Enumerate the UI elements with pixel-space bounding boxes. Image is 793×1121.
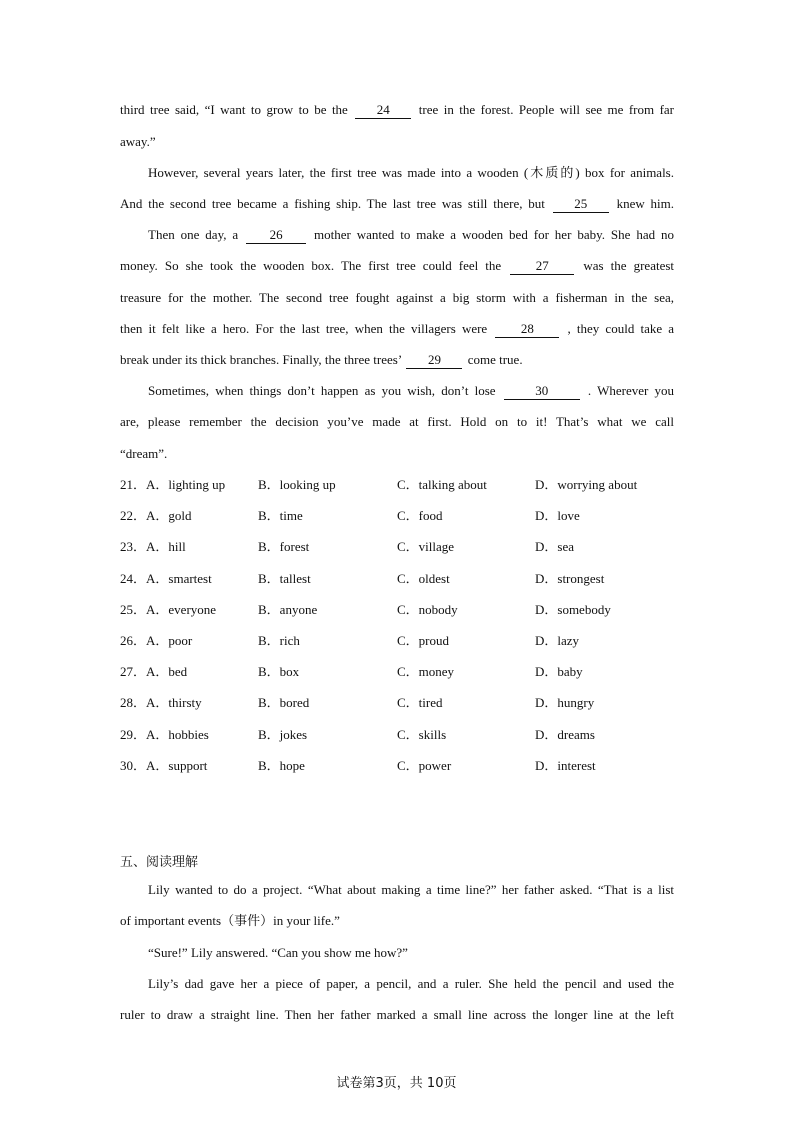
question-number: 24．: [120, 571, 147, 586]
option-a: A．poor: [146, 633, 193, 648]
option-b: B．forest: [258, 539, 310, 554]
question-number-and-option-a: [120, 600, 216, 620]
question-number-and-option-a: [120, 569, 212, 589]
question-row: [120, 600, 680, 620]
passage-line-12: “dream”.: [120, 446, 168, 461]
line-text: then it felt like a hero. For the last tree, when the villagers were: [120, 321, 488, 336]
option-d: D．hungry: [535, 695, 595, 710]
question-row: [120, 756, 680, 776]
line-text: , they could take a: [567, 321, 674, 336]
option-a: A．everyone: [146, 602, 217, 617]
option-b: B．box: [258, 664, 300, 679]
question-row: [120, 662, 680, 682]
option-a: A．hill: [146, 539, 186, 554]
option-d: D．interest: [535, 758, 596, 773]
question-number-and-option-a: [120, 693, 202, 713]
question-number: 26．: [120, 633, 147, 648]
question-row: [120, 631, 680, 651]
question-number: 29．: [120, 727, 147, 742]
option-a: A．lighting up: [146, 477, 226, 492]
question-number-and-option-a: [120, 725, 209, 745]
line-text: money. So she took the wooden box. The first tree could feel the: [120, 258, 502, 273]
option-b: B．tallest: [258, 571, 311, 586]
option-b: B．hope: [258, 758, 305, 773]
reading-line-1: Lily wanted to do a project. “What about making a time line?” her father asked. “That is a list: [148, 882, 674, 897]
option-a: A．support: [146, 758, 208, 773]
passage-line-9: [120, 350, 674, 370]
option-d: D．somebody: [535, 602, 611, 617]
question-number: 23．: [120, 539, 147, 554]
passage-line-2: away.”: [120, 134, 156, 149]
option-a: A．hobbies: [146, 727, 209, 742]
option-b: B．looking up: [258, 477, 336, 492]
option-d: D．strongest: [535, 571, 605, 586]
question-number-and-option-a: [120, 506, 192, 526]
option-b: B．jokes: [258, 727, 308, 742]
line-text: come true.: [467, 352, 523, 367]
question-row: [120, 537, 680, 557]
question-row: [120, 569, 680, 589]
line-text: knew him.: [616, 196, 674, 211]
option-b: B．anyone: [258, 602, 318, 617]
option-c: C．food: [397, 508, 443, 523]
line-text: . Wherever you: [587, 383, 674, 398]
line-text: And the second tree became a fishing ship. The last tree was still there, but: [120, 196, 545, 211]
passage-line-7: treasure for the mother. The second tree fought against a big storm with a fisherman in the sea,: [120, 290, 674, 305]
option-d: D．love: [535, 508, 580, 523]
passage-line-10: [148, 381, 674, 401]
question-number: 28．: [120, 695, 147, 710]
question-row: [120, 506, 680, 526]
line-text: third tree said, “I want to grow to be the: [120, 102, 348, 117]
line-text: break under its thick branches. Finally, the three trees’: [120, 352, 402, 367]
blank-30: 30: [504, 383, 580, 400]
option-b: B．rich: [258, 633, 300, 648]
line-text: tree in the forest. People will see me from far: [418, 102, 674, 117]
option-a: A．thirsty: [146, 695, 202, 710]
option-b: B．time: [258, 508, 303, 523]
section-title: 五、阅读理解: [120, 855, 199, 870]
option-a: A．bed: [146, 664, 188, 679]
question-row: [120, 725, 680, 745]
option-c: C．proud: [397, 633, 450, 648]
option-c: C．money: [397, 664, 455, 679]
reading-line-5: ruler to draw a straight line. Then her father marked a small line across the longer line at the left: [120, 1007, 674, 1022]
line-text: Then one day, a: [148, 227, 239, 242]
reading-line-2: of important events（事件）in your life.”: [120, 913, 340, 928]
passage-line-6: [120, 256, 674, 276]
option-c: C．tired: [397, 695, 443, 710]
passage-line-4: [120, 194, 674, 214]
passage-line-5: [148, 225, 674, 245]
page-footer: 试卷第3页，共 10页: [336, 1076, 457, 1091]
option-c: C．talking about: [397, 477, 487, 492]
option-d: D．worrying about: [535, 477, 638, 492]
option-c: C．power: [397, 758, 452, 773]
question-number: 30．: [120, 758, 147, 773]
blank-27: 27: [510, 258, 574, 275]
option-d: D．baby: [535, 664, 583, 679]
line-text: Sometimes, when things don’t happen as you wish, don’t lose: [148, 383, 496, 398]
question-number-and-option-a: [120, 537, 186, 557]
option-c: C．oldest: [397, 571, 450, 586]
question-number-and-option-a: [120, 662, 187, 682]
question-row: [120, 475, 680, 495]
question-number: 25．: [120, 602, 147, 617]
option-a: A．smartest: [146, 571, 212, 586]
line-text: was the greatest: [583, 258, 674, 273]
option-d: D．sea: [535, 539, 574, 554]
option-a: A．gold: [146, 508, 192, 523]
option-c: C．nobody: [397, 602, 458, 617]
blank-25: 25: [553, 196, 609, 213]
reading-line-4: Lily’s dad gave her a piece of paper, a pencil, and a ruler. She held the pencil and used the: [148, 976, 674, 991]
option-b: B．bored: [258, 695, 310, 710]
question-number: 22．: [120, 508, 147, 523]
reading-line-3: “Sure!” Lily answered. “Can you show me how?”: [148, 945, 408, 960]
question-number-and-option-a: [120, 475, 225, 495]
line-text: mother wanted to make a wooden bed for her baby. She had no: [314, 227, 674, 242]
blank-24: 24: [355, 102, 411, 119]
question-row: [120, 693, 680, 713]
passage-line-1: [120, 100, 674, 120]
option-c: C．skills: [397, 727, 447, 742]
passage-line-11: are, please remember the decision you’ve made at first. Hold on to it! That’s what we call: [120, 414, 674, 429]
question-number-and-option-a: [120, 756, 207, 776]
option-d: D．lazy: [535, 633, 580, 648]
passage-line-3: However, several years later, the first tree was made into a wooden (木质的) box for animals.: [148, 165, 674, 180]
option-d: D．dreams: [535, 727, 595, 742]
question-number: 27．: [120, 664, 147, 679]
blank-28: 28: [495, 321, 559, 338]
blank-29: 29: [406, 352, 462, 369]
blank-26: 26: [246, 227, 306, 244]
passage-line-8: [120, 319, 674, 339]
question-number: 21．: [120, 477, 147, 492]
question-number-and-option-a: [120, 631, 192, 651]
option-c: C．village: [397, 539, 455, 554]
